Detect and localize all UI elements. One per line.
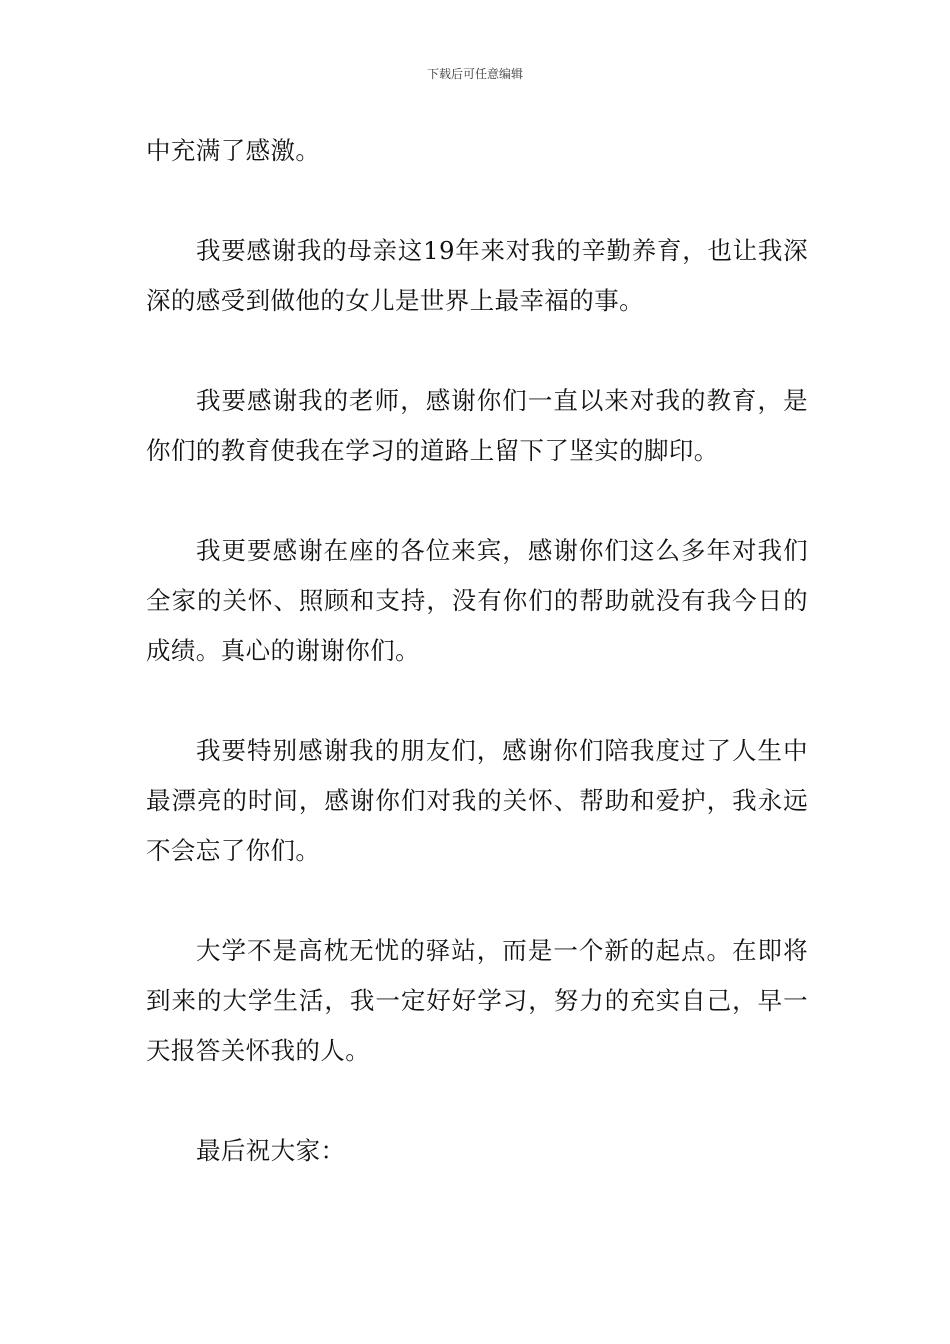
paragraph-1: 中充满了感激。	[146, 136, 321, 165]
paragraph-6: 大学不是高枕无忧的驿站，而是一个新的起点。在即将到来的大学生活，我一定好好学习，努力的充实自己，早一天报答关怀我的人。	[146, 936, 808, 1065]
paragraph-4: 我更要感谢在座的各位来宾，感谢你们这么多年对我们全家的关怀、照顾和支持，没有你们的帮助就没有我今日的成绩。真心的谢谢你们。	[146, 536, 808, 665]
paragraph-5: 我要特别感谢我的朋友们，感谢你们陪我度过了人生中最漂亮的时间，感谢你们对我的关怀、帮助和爱护，我永远不会忘了你们。	[146, 736, 808, 865]
document-body	[146, 126, 808, 1226]
paragraph-3: 我要感谢我的老师，感谢你们一直以来对我的教育，是你们的教育使我在学习的道路上留下了坚实的脚印。	[146, 386, 808, 465]
page-header: 下载后可任意编辑	[426, 67, 523, 81]
paragraph-2: 我要感谢我的母亲这19年来对我的辛勤养育，也让我深深的感受到做他的女儿是世界上最幸福的事。	[146, 236, 808, 315]
paragraph-7: 最后祝大家：	[196, 1136, 346, 1165]
